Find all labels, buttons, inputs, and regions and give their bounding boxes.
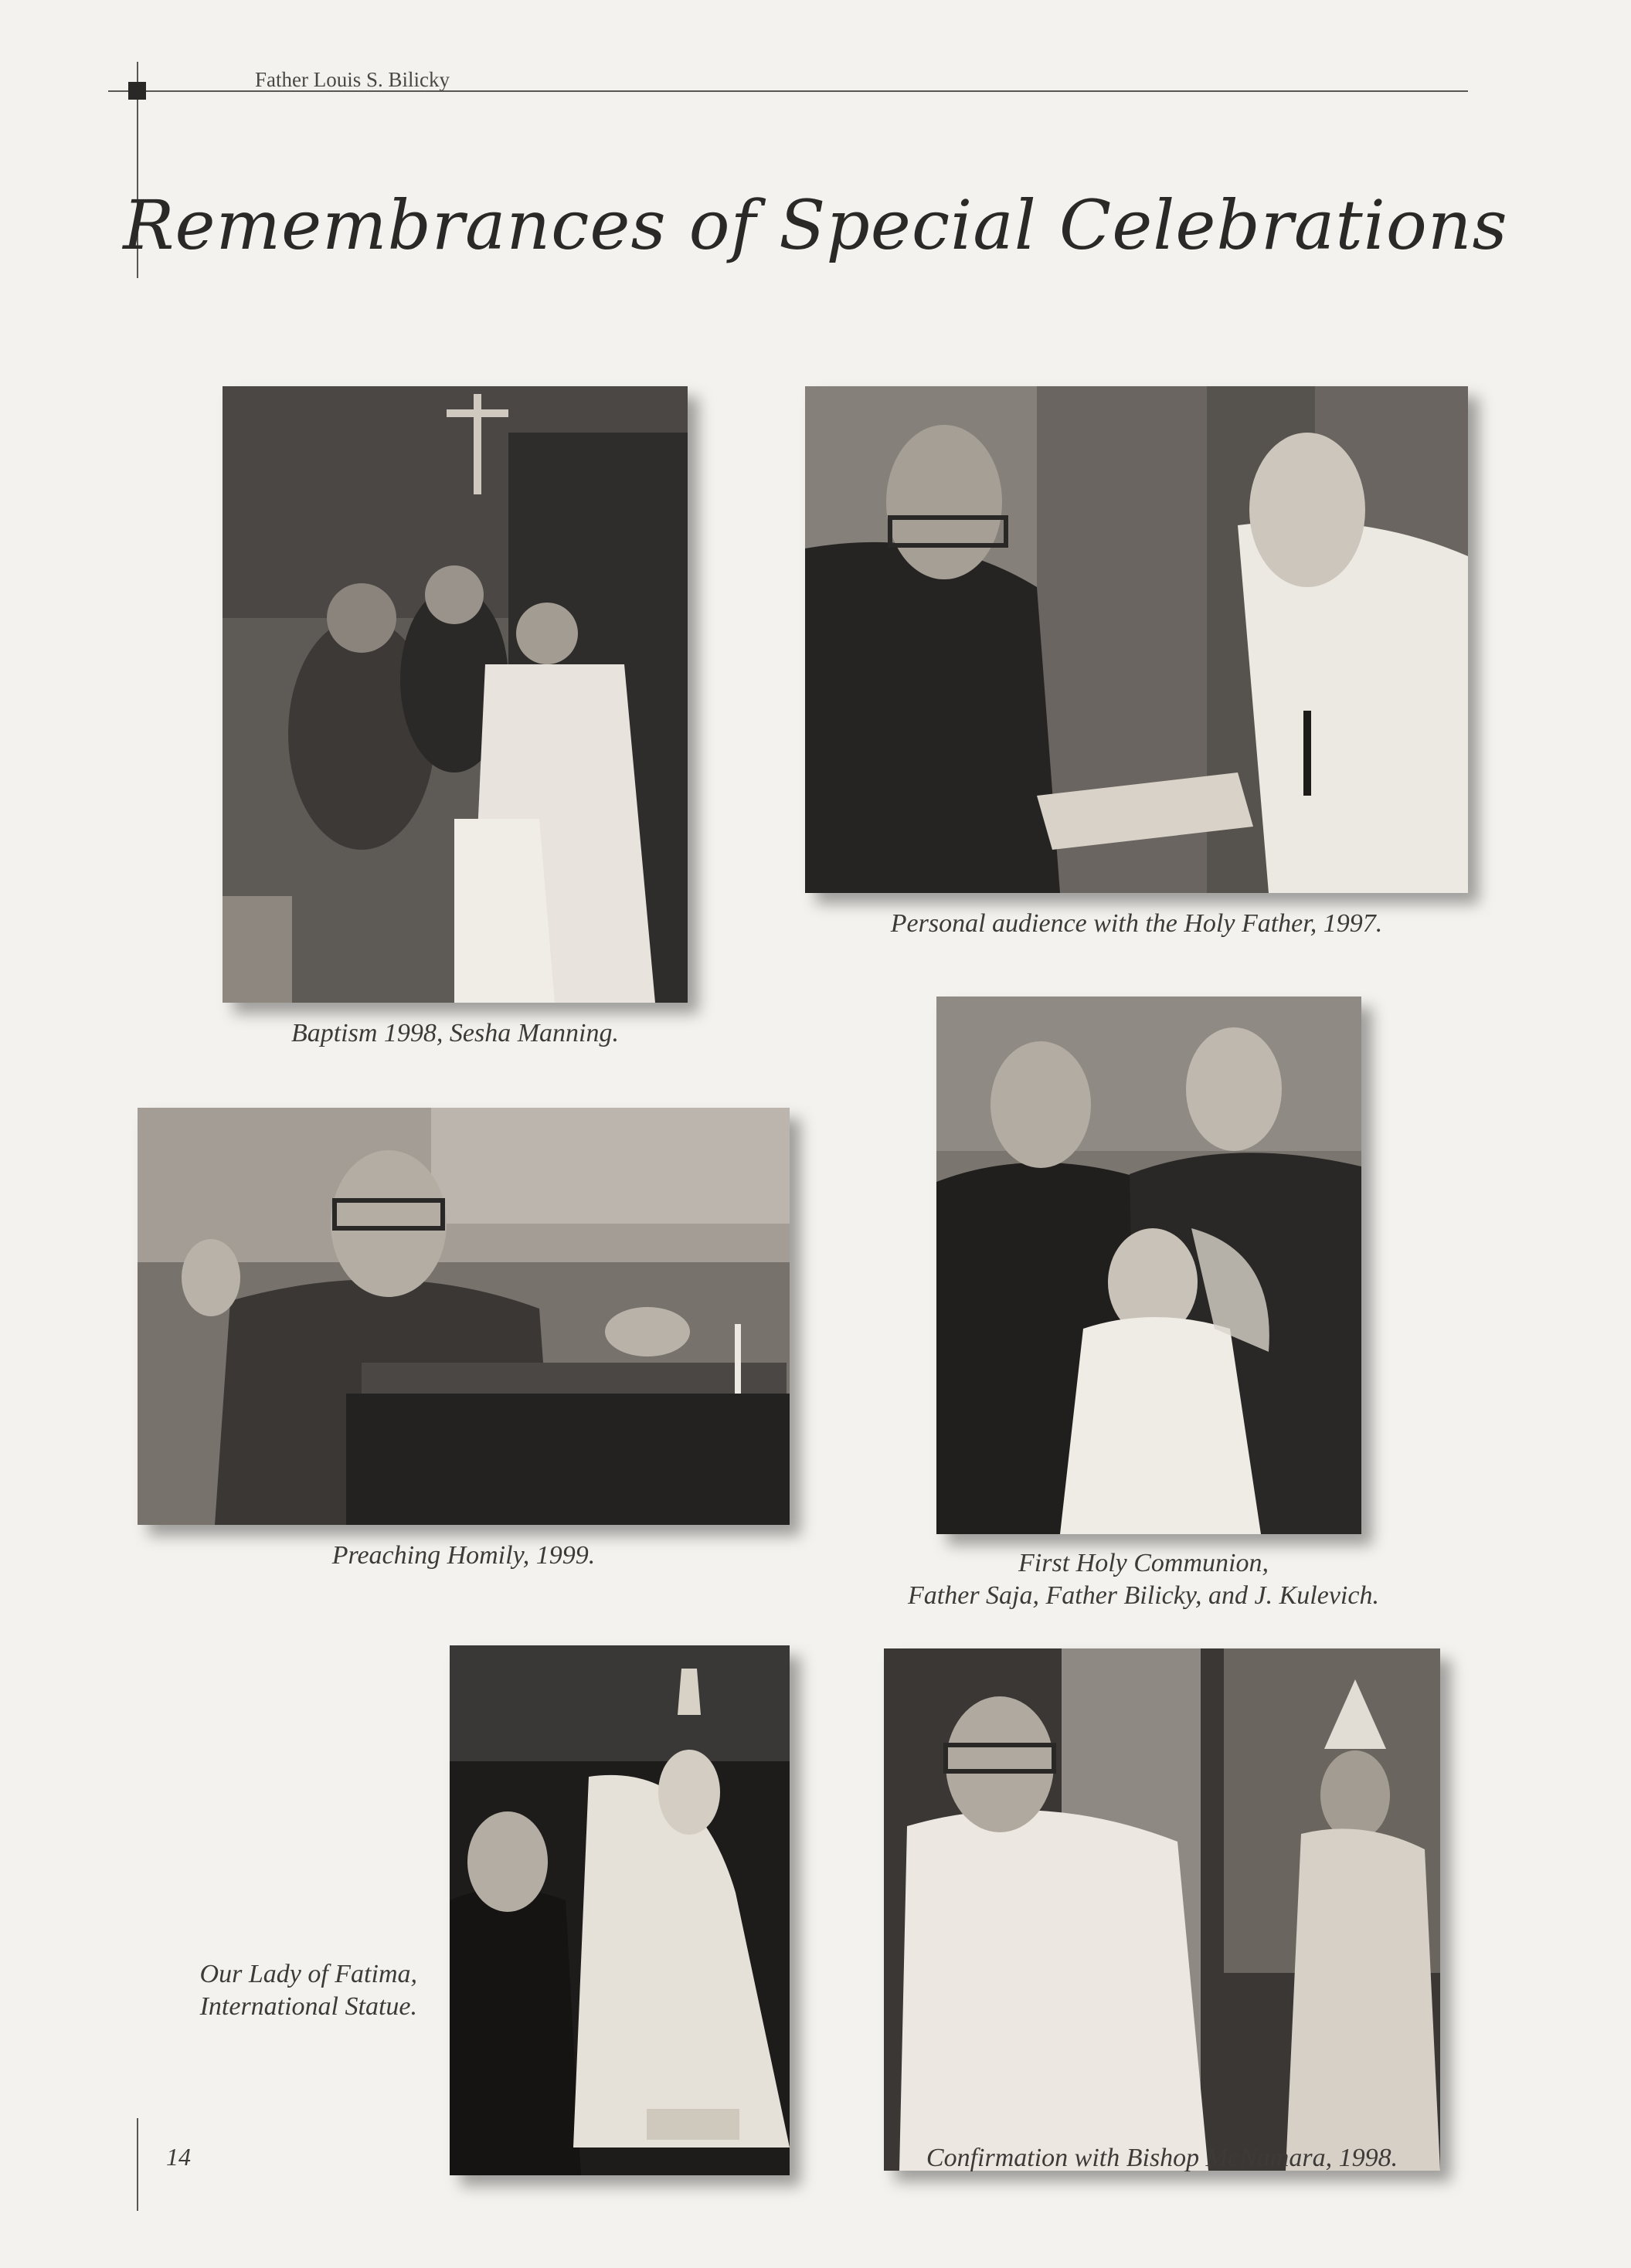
baptism-photo bbox=[223, 386, 688, 1003]
homily-caption: Preaching Homily, 1999. bbox=[331, 1541, 596, 1570]
running-title: Father Louis S. Bilicky bbox=[255, 68, 450, 91]
footer-vertical-rule bbox=[137, 2118, 138, 2211]
holy-father-photo bbox=[805, 386, 1468, 893]
confirmation-photo bbox=[884, 1648, 1440, 2171]
fatima-photo bbox=[450, 1645, 790, 2175]
holy-father-caption: Personal audience with the Holy Father, 1997. bbox=[890, 909, 1383, 938]
fatima-caption-line2: International Statue. bbox=[199, 1992, 417, 2021]
baptism-caption: Baptism 1998, Sesha Manning. bbox=[291, 1019, 620, 1047]
header-square-ornament bbox=[128, 82, 146, 100]
page-title: Remembrances of Special Celebrations bbox=[123, 185, 1508, 265]
homily-photo bbox=[138, 1108, 790, 1525]
page-number: 14 bbox=[166, 2143, 191, 2171]
communion-caption-line2: Father Saja, Father Bilicky, and J. Kulevich. bbox=[908, 1581, 1379, 1610]
fatima-caption-line1: Our Lady of Fatima, bbox=[199, 1960, 417, 1988]
communion-photo bbox=[936, 996, 1361, 1534]
communion-caption-line1: First Holy Communion, bbox=[1018, 1549, 1269, 1577]
confirmation-caption: Confirmation with Bishop McNamara, 1998. bbox=[926, 2144, 1398, 2172]
